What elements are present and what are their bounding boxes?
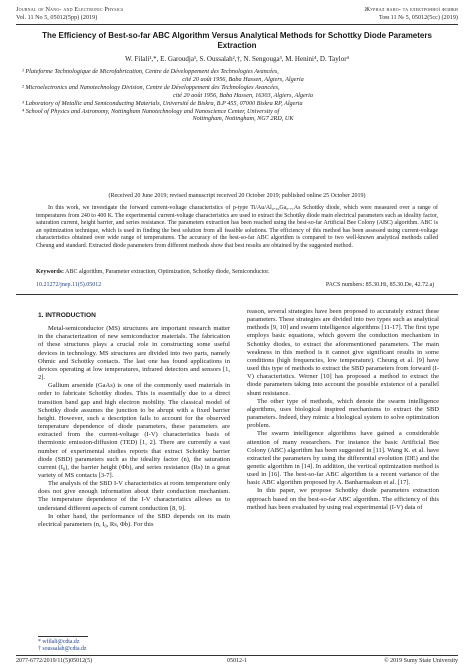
footnote-email[interactable]: † soussalah@cdta.dz <box>38 646 87 652</box>
received-dates: (Received 20 June 2019; revised manuscript received 20 October 2019; published online 25 October 2019) <box>108 193 366 199</box>
keywords <box>36 268 438 276</box>
paragraph: The swarm intelligence algorithms have gained a considerable attention of many researchers. For instance the basic Artificial Bee Colony (ABC) algorithm has been suggested in [11]. Wang K. et al. have extracted the parameters by using the differential evolution (DE) and the genetic algorithm in [14]. In addition, the vertical optimization method is used in [16]. The best-so-far ABC algorithm is a recent variance of the basic ABC algorithm proposed by A. Banharnsakun et al. [17]. <box>247 430 439 487</box>
affiliation-line: ² Microelectronics and Nanotechnology Division, Centre de Développement des Technologies Avancées, <box>22 83 280 91</box>
journal-volume-ukrainian: Том 11 № 5, 05012(5cc) (2019) <box>378 14 458 21</box>
affiliation-line: cité 20 août 1956, Baba Hassen, 16303, Algiers, Algeria <box>172 91 313 99</box>
running-header-left <box>16 6 216 22</box>
author-list: W. Filali¹,*, E. Garoudja¹, S. Oussalah²,†, N. Sengouga³, M. Henini⁴, D. Taylor⁴ <box>125 55 349 63</box>
pacs-numbers: PACS numbers: 85.30.Hi, 85.30.De, 42.72.aj <box>325 282 434 288</box>
footer-issn: 2077-6772/2019/11(5)05012(5) <box>16 658 93 664</box>
footnotes <box>38 639 86 653</box>
journal-name: Journal of Nano- and Electronic Physics <box>16 6 124 13</box>
abstract-rule <box>16 294 458 295</box>
journal-name-ukrainian: Журнал нано- та електронної фізики <box>364 6 458 13</box>
affiliation-line: ¹ Plateforme Technologique de Microfabrication, Centre de Développement des Technologies Avancées, <box>22 68 279 75</box>
affiliation-line: cité 20 août 1956, Baba Hassen, Algiers, Algeria <box>182 75 304 83</box>
affiliation-line: ³ Laboratory of Metallic and Semiconducting Materials, Université de Biskra, B.P 455, 07000 Biskra RP, Algeria <box>22 99 303 107</box>
affiliation-line: Nottingham, Nottingham, NG7 2RD, UK <box>192 115 294 123</box>
footnote-rule <box>38 636 88 637</box>
header-rule <box>16 24 458 25</box>
keywords-label: Keywords: <box>36 269 64 275</box>
paragraph: In other hand, the performance of the SBD depends on its main electrical parameters (n, I₀, Rs, Φb). For this <box>38 512 230 528</box>
doi-link[interactable]: 10.21272/jnep.11(5).05012 <box>36 282 102 288</box>
paragraph: Metal-semiconductor (MS) structures are important research matter in the characterization of new semiconductor materials. The fabrication of these structures plays a crucial role in constructing some useful devices in technology. MS structures are divided into two parts, namely Ohmic and Schottky contacts. The last one has found applications in devices operating at low temperatures, infrared detectors and sensors [1, 2]. <box>38 325 230 382</box>
footer-rule <box>16 655 458 656</box>
paragraph: The analysis of the SBD I-V characteristics at room temperature only does not give enough information about their conduction mechanism. The temperature dependence of the I-V characteristics allows us to understand different aspects of current conduction [8, 9]. <box>38 480 230 512</box>
paper-title: The Efficiency of Best-so-far ABC Algorithm Versus Analytical Methods for Schottky Diode Parameters Extraction <box>42 31 432 50</box>
left-column <box>38 312 230 529</box>
running-header-right <box>238 6 458 22</box>
affiliation-line: ⁴ School of Physics and Astronomy, Nottingham Nanotechnology and Nanoscience Center, University of <box>22 107 280 115</box>
section-heading-introduction: 1. INTRODUCTION <box>38 312 96 319</box>
right-column <box>247 308 439 512</box>
paragraph: reason, several strategies have been proposed to accurately extract these parameters. These strategies are divided into two types such as analytical methods [9, 10] and swarm intelligence algorithms [11-17]. The first type employs basic equations, which govern the conduction mechanism in Schottky diodes, to extract the aforementioned parameters. The main weakness in this method is it cannot give significant results in some conditions (high frequencies, low temperature). Cheung et al. [9] have used this type of methods to extract the SBD parameters from forward (I-V) characteristics. Werner [10] has proposed a method to extract the diode parameters taking into account the possible existence of a parallel shunt resistance. <box>247 308 439 397</box>
affiliations <box>22 68 452 123</box>
abstract: In this work, we investigate the forward current-voltage characteristics of p-type Ti/Au/Al₀.₂₉Ga₀.₇₁As Schottky diode, which were measured over a range of temperatures from 240 to 400 K. The experimental current-voltage characteristics are used to extract the Schottky diode main electrical parameters such as ideality factor, saturation current, height barrier, and series resistance. The parameters extraction has been reached using the best-so-far Artificial Bee Colony (ABC) algorithm. ABC is an optimization technique, which is used in finding the best solution from all feasible solutions. The efficiency of this method has been assessed using current-voltage characteristics obtained over wide range of temperatures. The accuracy of the best-so-far ABC algorithm is compared to two well-known analytical methods called Cheung and standard. Extracted diode parameters from different methods show that best results are obtained by the suggested method. <box>36 205 438 249</box>
footnote-email[interactable]: * wfilali@cdta.dz <box>38 639 80 645</box>
paragraph: The other type of methods, which denote the swarm intelligence algorithms, uses biological inspired mechanisms to extract the SBD parameters. Indeed, they mimic a biological system to solve optimization problem. <box>247 397 439 430</box>
page-number: 05012-1 <box>227 658 247 664</box>
paragraph: Gallium arsenide (GaAs) is one of the commonly used materials in order to fabricate Schottky diodes. This is essentially due to a direct transition band gap and high electron mobility. The classical model of Schottky diode assumes the junction to be abrupt with a fixed barrier height. However, such a description fails to account for the observed temperature dependence of diode parameters, these parameters are extracted from the current-voltage (I-V) characteristics basis of thermionic emission-diffusion (TED) [1, 2]. There are currently a vast number of experimental studies reports that extract Schottky barrier diode (SBD) parameters such as the ideality factor (n), the saturation current (I₀), the barrier height (Φb), and series resistance (Rs) in a great variety of MS contacts [3-7]. <box>38 382 230 479</box>
doi <box>36 281 101 289</box>
keywords-text: ABC algorithm, Parameter extraction, Optimization, Schottky diode, Semiconductor. <box>65 269 270 275</box>
footer-copyright: © 2019 Sumy State University <box>384 658 458 664</box>
journal-volume: Vol. 11 No 5, 05012(5pp) (2019) <box>16 14 98 21</box>
paragraph: In this paper, we propose Schottky diode parameters extraction approach based on the best-so-far ABC algorithm. The efficiency of this method has been evaluated by using real experimental (I-V) data of <box>247 487 439 511</box>
